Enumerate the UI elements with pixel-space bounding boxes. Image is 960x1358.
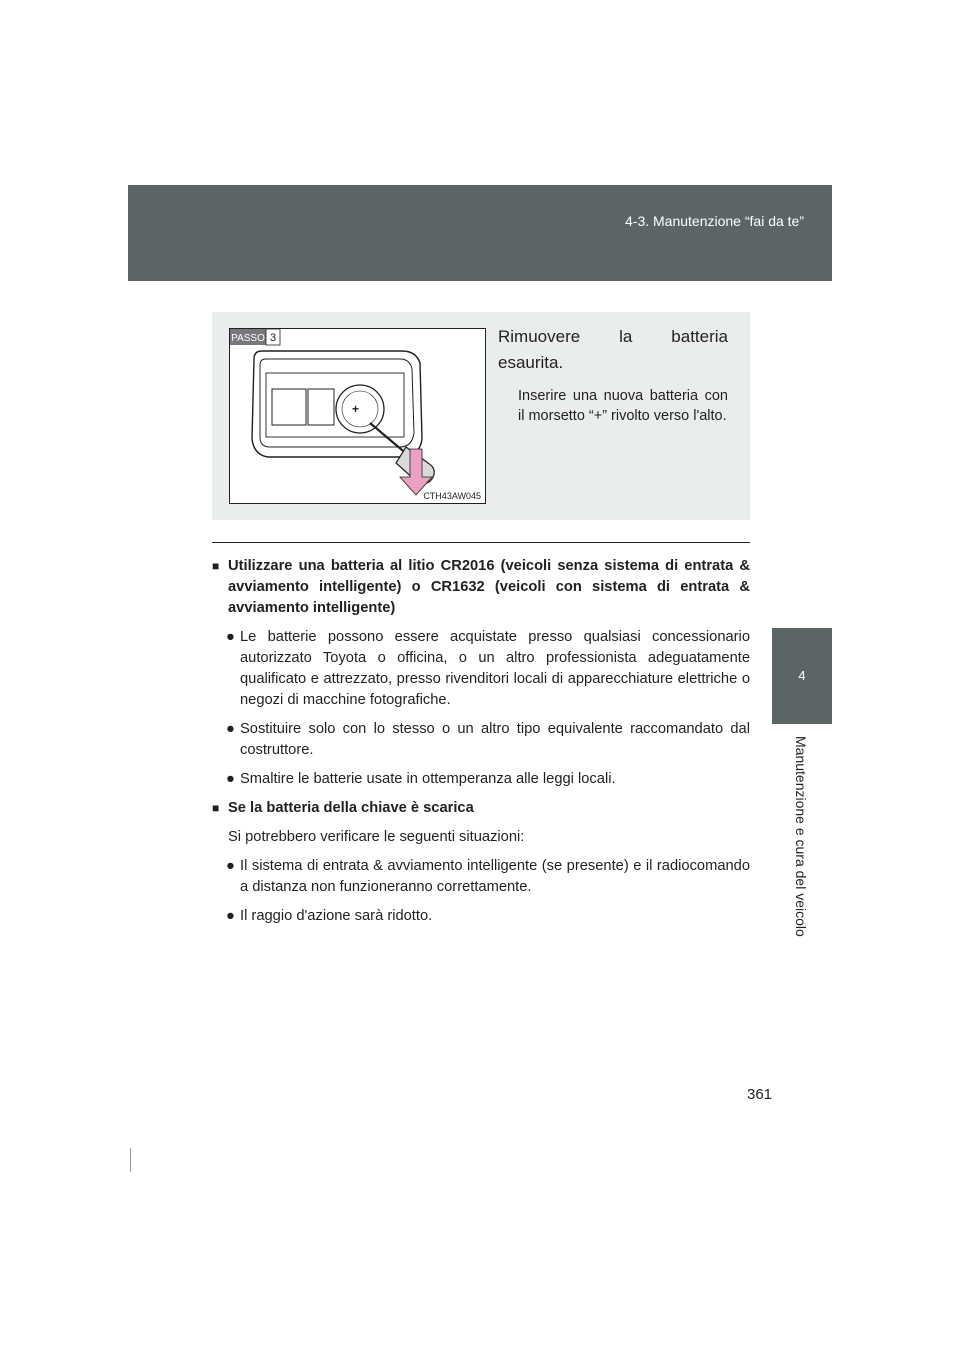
section-title: 4-3. Manutenzione “fai da te” (625, 213, 804, 229)
list-item-text: Il sistema di entrata & avviamento intelligente (se presente) e il radiocomando a distanza non funzioneranno correttamente. (240, 858, 750, 895)
list-item-text: Smaltire le batterie usate in ottemperanza alle leggi locali. (240, 771, 616, 787)
chapter-title: Manutenzione e cura del veicolo (793, 736, 809, 937)
list-item (226, 906, 750, 927)
note-intro: Si potrebbero verificare le seguenti situazioni: (228, 829, 525, 845)
coin-battery (336, 385, 384, 433)
list-item-text: Il raggio d'azione sarà ridotto. (240, 908, 433, 924)
step-badge-label: PASSO (231, 333, 265, 344)
chapter-title-vertical (786, 736, 816, 946)
circle-bullet-icon: ● (226, 908, 235, 924)
header-band (128, 185, 832, 281)
list-item (226, 856, 750, 898)
circle-bullet-icon: ● (226, 721, 235, 737)
step-main-text: Rimuovere la batteria esaurita. (498, 327, 728, 372)
note-heading-battery-type (212, 556, 750, 619)
list-item (226, 719, 750, 761)
circle-bullet-icon: ● (226, 771, 235, 787)
list-item-text: Le batterie possono essere acquistate presso qualsiasi concessionario autorizzato Toyota o officina, o un altro professionista adeguatamente qualificato e attrezzato, presso rivenditori locali di apparecchiature elettriche o negozi di macchine fotografiche. (240, 629, 750, 708)
square-bullet-icon: ■ (212, 801, 220, 815)
chapter-number: 4 (798, 668, 806, 683)
note-heading-text: Utilizzare una batteria al litio CR2016 (veicoli senza sistema di entrata & avviamento intelligente) o CR1632 (veicoli con sistema di entrata & avviamento intelligente) (228, 558, 750, 616)
key-battery-drawing (230, 329, 485, 503)
crop-mark (130, 1148, 131, 1172)
notes-content (212, 556, 750, 935)
note-heading-key-battery-low (212, 798, 750, 819)
list-item-text: Sostituire solo con lo stesso o un altro tipo equivalente raccomandato dal costruttore. (240, 721, 750, 758)
list-item (226, 627, 750, 711)
list-item (226, 769, 750, 790)
section-divider (212, 542, 750, 543)
step-sub-text: Inserire una nuova batteria con il morsetto “+” rivolto verso l'alto. (518, 388, 728, 424)
chapter-tab (772, 628, 832, 724)
step-number: 3 (269, 332, 277, 344)
key-battery-illustration (229, 328, 486, 504)
page-number: 361 (747, 1086, 773, 1103)
step-instructions (498, 324, 728, 426)
figure-code: CTH43AW045 (423, 491, 481, 501)
note-heading-text: Se la batteria della chiave è scarica (228, 800, 474, 816)
battery-plus-sign: + (352, 402, 360, 416)
step-panel (212, 312, 750, 520)
square-bullet-icon: ■ (212, 559, 220, 573)
circle-bullet-icon: ● (226, 858, 235, 874)
circle-bullet-icon: ● (226, 629, 235, 645)
